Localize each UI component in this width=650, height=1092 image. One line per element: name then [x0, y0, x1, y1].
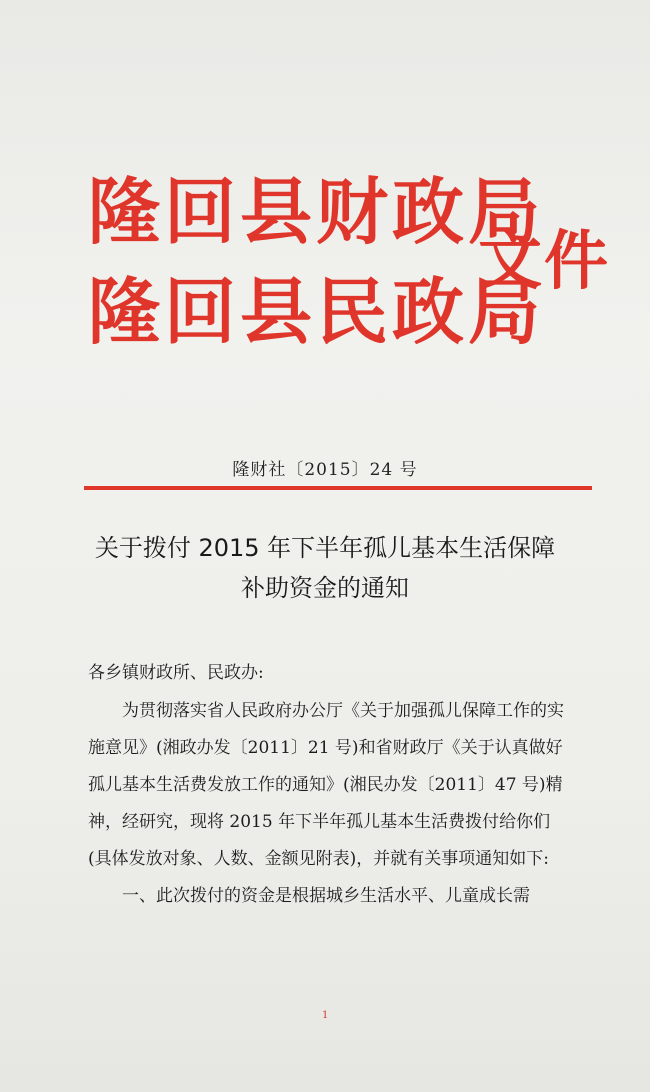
document-title [0, 528, 650, 608]
body-paragraph-1: 为贯彻落实省人民政府办公厅《关于加强孤儿保障工作的实施意见》(湘政办发〔2011〕21 号)和省财政厅《关于认真做好孤儿基本生活费发放工作的通知》(湘民办发〔2011〕47 号)精神，经研究，现将 2015 年下半年孤儿基本生活费拨付给你们 (具体发放对象、人数、金额见附表)，并就有关事项通知如下: [88, 701, 564, 869]
body-paragraph-2: 一、此次拨付的资金是根据城乡生活水平、儿童成长需 [122, 886, 530, 906]
issuer-finance-bureau: 隆回县财政局 [88, 169, 545, 254]
document-type-word: 文件 [478, 224, 610, 299]
salutation: 各乡镇财政所、民政办: [88, 663, 264, 683]
issuer-civil-affairs-bureau: 隆回县民政局 [88, 269, 545, 354]
title-line-1: 关于拨付 2015 年下半年孤儿基本生活保障 [94, 534, 556, 562]
issuing-authorities [88, 162, 544, 362]
title-line-2: 补助资金的通知 [241, 574, 409, 602]
document-number: 隆财社〔2015〕24 号 [232, 460, 418, 480]
red-separator-line [84, 486, 592, 490]
document-body [88, 655, 568, 915]
page-number: 1 [322, 1010, 329, 1021]
